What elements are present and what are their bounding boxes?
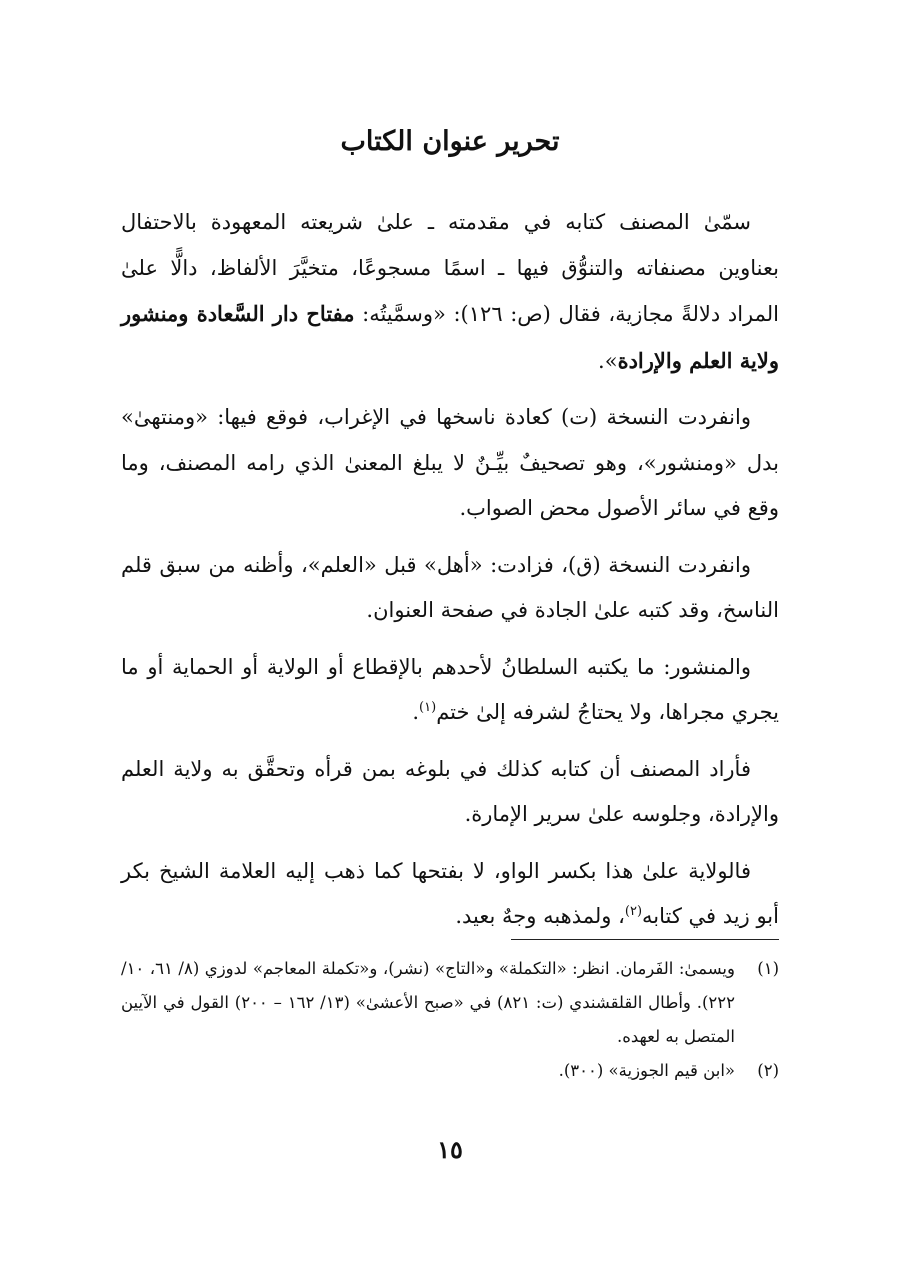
paragraph-title-naming: سمّىٰ المصنف كتابه في مقدمته ـ علىٰ شريعته المعهودة بالاحتفال بعناوين مصنفاته والتنوُّق فيها ـ اسمًا مسجوعًا، متخيَّرَ الألفاظ، دالًّا علىٰ المراد دلالةً مجازية، فقال (ص: ١٢٦): «وسمَّيتُه: مفتاح دار السَّعادة ومنشور ولاية العلم والإرادة».	[121, 210, 779, 373]
paragraph-manuscript-t: وانفردت النسخة (ت) كعادة ناسخها في الإغراب، فوقع فيها: «ومنتهىٰ» بدل «ومنشور»، وهو تصحيفٌ بيِّـنٌ لا يبلغ المعنىٰ الذي رامه المصنف، وما وقع في سائر الأصول محض الصواب.	[121, 405, 779, 520]
footnote-number: (٢)	[757, 1061, 779, 1080]
page-title: تحرير عنوان الكتاب	[340, 126, 560, 157]
footnote-separator	[511, 939, 779, 940]
footnote-2	[121, 1054, 779, 1088]
footnote-number: (١)	[757, 959, 779, 978]
footnote-text: «ابن قيم الجوزية» (٣٠٠).	[558, 1061, 735, 1080]
footnotes	[121, 952, 779, 1088]
book-title-bold: مفتاح دار السَّعادة ومنشور ولاية العلم والإرادة	[121, 301, 779, 373]
paragraph-wilaya: فالولاية علىٰ هذا بكسر الواو، لا بفتحها كما ذهب إليه العلامة الشيخ بكر أبو زيد في كتابه$^{(٢)}$، ولمذهبه وجهٌ بعيد.	[121, 858, 779, 928]
body-text	[121, 200, 779, 951]
paragraph-manuscript-q: وانفردت النسخة (ق)، فزادت: «أهل» قبل «العلم»، وأظنه من سبق قلم الناسخ، وقد كتبه علىٰ الجادة في صفحة العنوان.	[121, 552, 779, 622]
footnote-ref-2: (٢)	[624, 904, 643, 919]
footnote-text: ويسمىٰ: الفَرمان. انظر: «التكملة» و«التاج» (نشر)، و«تكملة المعاجم» لدوزي (٨/ ٦١، ١٠/ ٢٢٢). وأطال القلقشندي (ت: ٨٢١) في «صبح الأعشىٰ» (١٣/ ١٦٢ – ٢٠٠) القول في الآيين المتصل به لعهده.	[121, 959, 735, 1046]
paragraph-author-intent: فأراد المصنف أن كتابه كذلك في بلوغه بمن قرأه وتحقَّق به ولاية العلم والإرادة، وجلوسه علىٰ سرير الإمارة.	[121, 756, 779, 826]
footnote-1	[121, 952, 779, 1054]
paragraph-manshur-definition: والمنشور: ما يكتبه السلطانُ لأحدهم بالإقطاع أو الولاية أو الحماية أو ما يجري مجراها، ولا يحتاجُ لشرفه إلىٰ ختم$^{(١)}$.	[121, 654, 779, 724]
footnote-ref-1: (١)	[419, 700, 437, 715]
page-number: ١٥	[437, 1135, 463, 1164]
